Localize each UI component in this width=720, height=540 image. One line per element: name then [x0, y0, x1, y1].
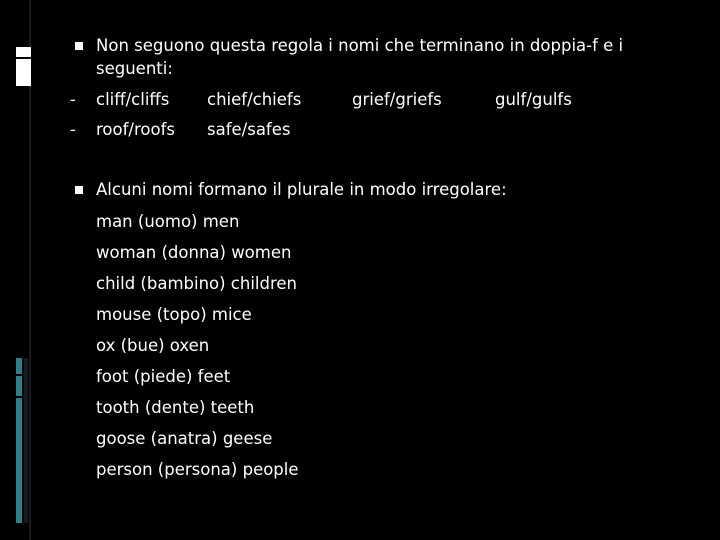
- plural-item: goose (anatra) geese: [96, 429, 273, 448]
- bullet-square-icon: [75, 42, 83, 50]
- decorative-teal-bar-1: [16, 358, 22, 374]
- plural-item: mouse (topo) mice: [96, 305, 252, 324]
- plural-item: person (persona) people: [96, 460, 299, 479]
- bullet-square-icon: [75, 186, 83, 194]
- row-1-cell-4: gulf/gulfs: [495, 90, 572, 109]
- plural-item: ox (bue) oxen: [96, 336, 210, 355]
- decorative-white-bar: [16, 59, 31, 86]
- bullet-1-line-2: seguenti:: [96, 59, 173, 78]
- row-2-cell-1: roof/roofs: [96, 120, 175, 139]
- bullet-2-line-1: Alcuni nomi formano il plurale in modo irregolare:: [96, 180, 507, 199]
- plural-item: man (uomo) men: [96, 212, 240, 231]
- decorative-teal-bar-2: [16, 376, 22, 396]
- row-1-cell-3: grief/griefs: [352, 90, 442, 109]
- row-1-dash: -: [70, 90, 76, 109]
- plural-item: tooth (dente) teeth: [96, 398, 255, 417]
- bullet-1-line-1: Non seguono questa regola i nomi che terminano in doppia-f e i: [96, 36, 624, 55]
- decorative-dark-bar: [24, 358, 28, 523]
- plural-item: child (bambino) children: [96, 274, 298, 293]
- plural-item: foot (piede) feet: [96, 367, 231, 386]
- row-2-dash: -: [70, 120, 76, 139]
- decorative-white-bar-top: [16, 47, 31, 57]
- decorative-teal-bar-3: [16, 398, 22, 523]
- row-1-cell-2: chief/chiefs: [207, 90, 302, 109]
- row-1-cell-1: cliff/cliffs: [96, 90, 170, 109]
- plural-item: woman (donna) women: [96, 243, 292, 262]
- row-2-cell-2: safe/safes: [207, 120, 291, 139]
